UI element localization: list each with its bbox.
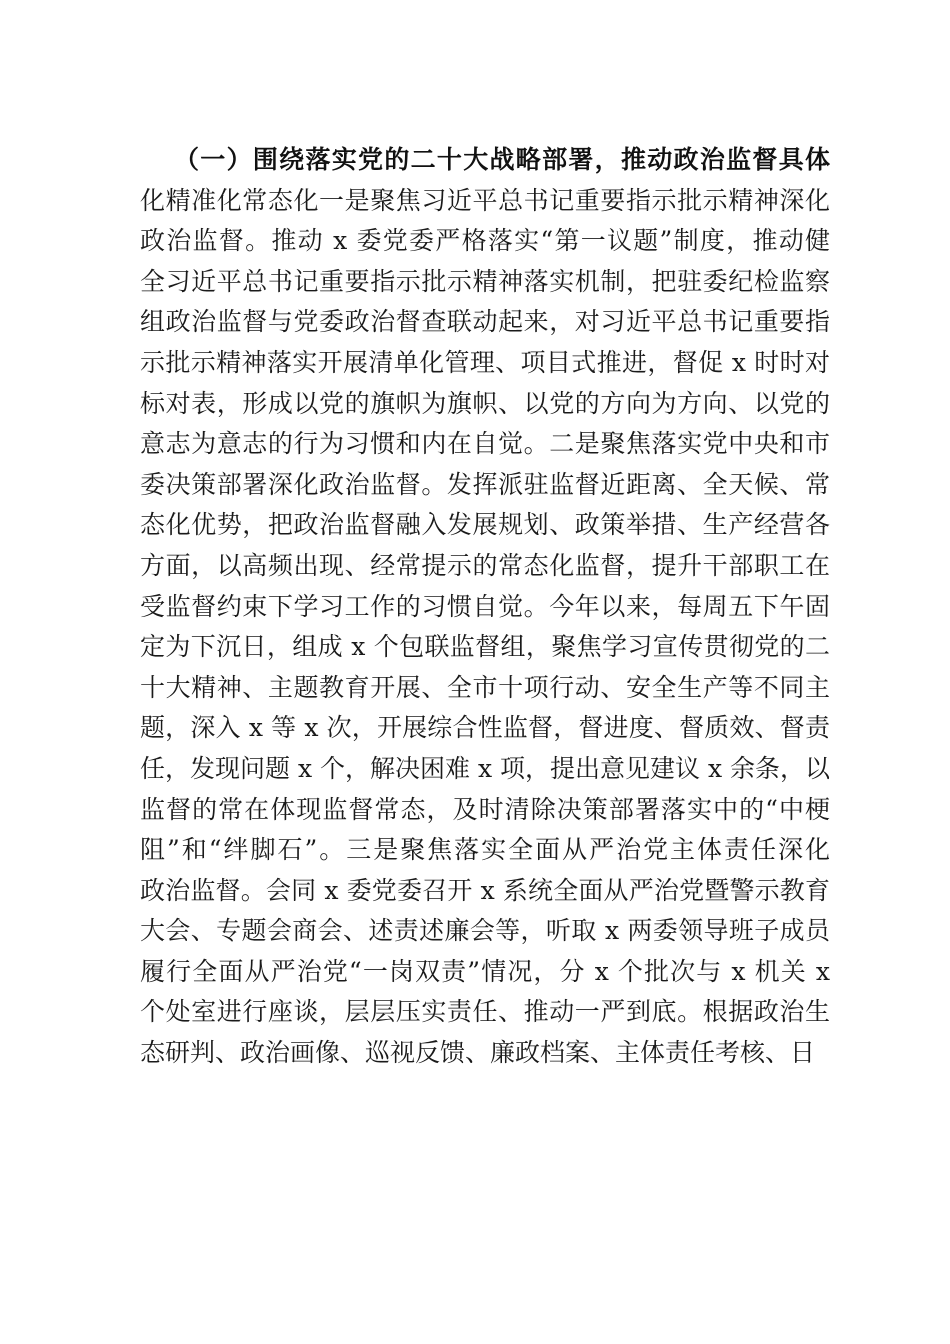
text-line: 标对表，形成以党的旗帜为旗帜、以党的方向为方向、以党的	[140, 388, 830, 418]
text-line: 履行全面从严治党“一岗双责”情况，分 x 个批次与 x 机关 x	[140, 956, 830, 986]
text-line: 政治监督。会同 x 委党委召开 x 系统全面从严治党暨警示教育	[140, 875, 830, 905]
text-line: 政治监督。推动 x 委党委严格落实“第一议题”制度，推动健	[140, 226, 830, 256]
text-line: 受监督约束下学习工作的习惯自觉。今年以来，每周五下午固	[140, 591, 830, 621]
text-line: 意志为意志的行为习惯和内在自觉。二是聚焦落实党中央和市	[140, 429, 830, 459]
text-line: 态研判、政治画像、巡视反馈、廉政档案、主体责任考核、日	[140, 1038, 816, 1068]
text-line: 阻”和“绊脚石”。三是聚焦落实全面从严治党主体责任深化	[140, 835, 830, 865]
text-line: 委决策部署深化政治监督。发挥派驻监督近距离、全天候、常	[140, 469, 830, 499]
text-line: 示批示精神落实开展清单化管理、项目式推进，督促 x 时时对	[140, 347, 830, 377]
text-line: 组政治监督与党委政治督查联动起来，对习近平总书记重要指	[140, 307, 830, 337]
text-line: 监督的常在体现监督常态，及时清除决策部署落实中的“中梗	[140, 794, 830, 824]
body-paragraph	[140, 140, 830, 1074]
text-line: 个处室进行座谈，层层压实责任、推动一严到底。根据政治生	[140, 997, 830, 1027]
heading-line: （一）围绕落实党的二十大战略部署，推动政治监督具体	[174, 145, 830, 174]
text-line: 定为下沉日，组成 x 个包联监督组，聚焦学习宣传贯彻党的二	[140, 632, 830, 662]
text-line: 全习近平总书记重要指示批示精神落实机制，把驻委纪检监察	[140, 266, 830, 296]
text-line: 题，深入 x 等 x 次，开展综合性监督，督进度、督质效、督责	[140, 713, 830, 743]
text-line: 任，发现问题 x 个，解决困难 x 项，提出意见建议 x 余条，以	[140, 753, 830, 783]
text-line: 态化优势，把政治监督融入发展规划、政策举措、生产经营各	[140, 510, 830, 540]
text-line: 十大精神、主题教育开展、全市十项行动、安全生产等不同主	[140, 672, 830, 702]
text-line: 方面，以高频出现、经常提示的常态化监督，提升干部职工在	[140, 550, 830, 580]
text-line: 大会、专题会商会、述责述廉会等，听取 x 两委领导班子成员	[140, 916, 830, 946]
text-line: 化精准化常态化一是聚焦习近平总书记重要指示批示精神深化	[140, 185, 830, 215]
